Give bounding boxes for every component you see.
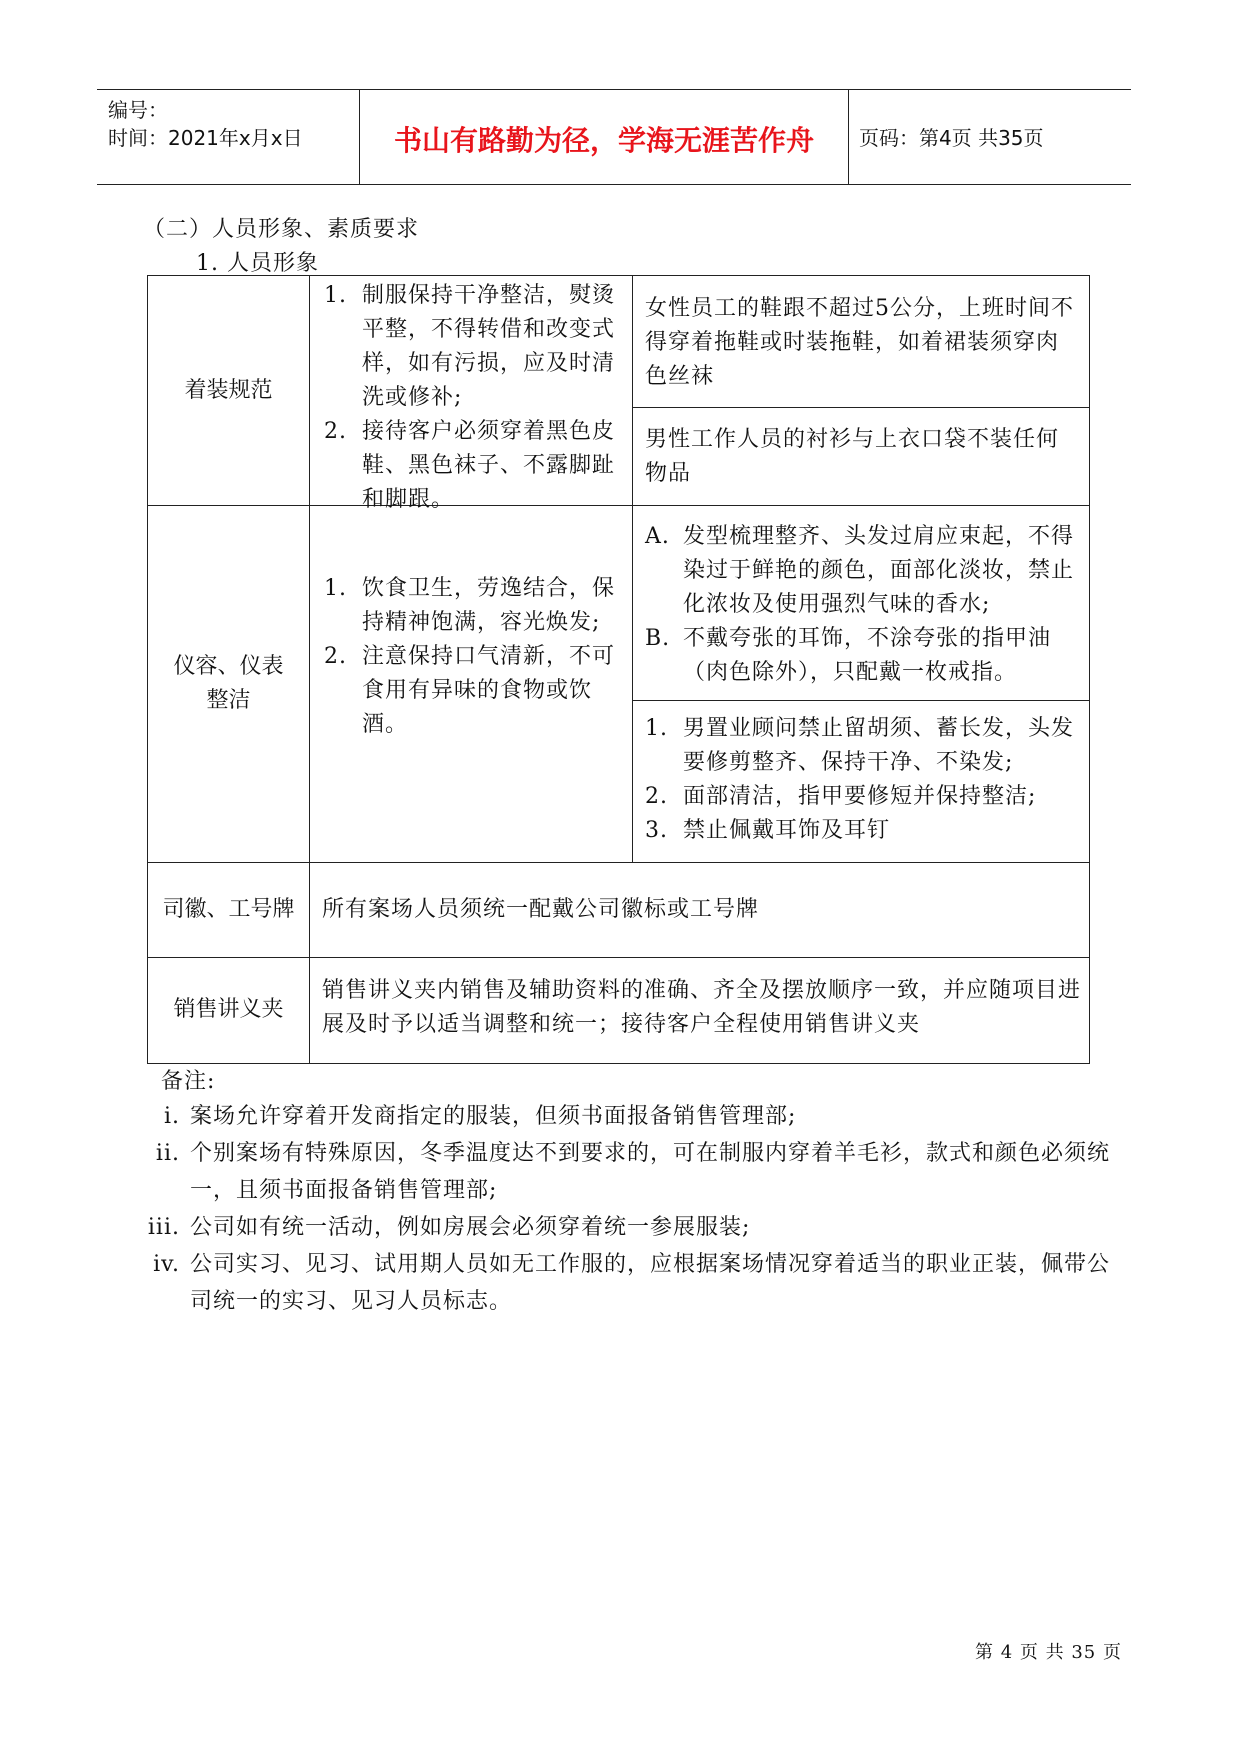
folder-label-cell xyxy=(148,957,309,1063)
note-number: ii. xyxy=(155,1141,180,1166)
appearance-label-cell xyxy=(166,505,291,862)
item-number: B. xyxy=(645,626,671,651)
note-item xyxy=(120,1135,1130,1209)
appearance-female-list xyxy=(645,520,1081,690)
list-item xyxy=(645,712,1081,780)
list-item xyxy=(645,780,1081,814)
item-text: 制服保持干净整洁，熨烫平整，不得转借和改变式样，如有污损，应及时清洗或修补; xyxy=(362,283,616,410)
dress-female-text: 女性员工的鞋跟不超过5公分，上班时间不得穿着拖鞋或时装拖鞋，如着裙装须穿肉色丝袜 xyxy=(645,296,1074,389)
list-item xyxy=(645,814,1081,848)
item-number: 1. xyxy=(645,716,668,741)
note-text: 公司实习、见习、试用期人员如无工作服的，应根据案场情况穿着适当的职业正装，佩带公司统一的实习、见习人员标志。 xyxy=(190,1252,1111,1314)
note-item xyxy=(120,1098,1130,1135)
item-text: 禁止佩戴耳饰及耳钉 xyxy=(683,818,891,843)
item-number: 2. xyxy=(645,784,668,809)
item-number: A. xyxy=(645,524,670,549)
header-page-cell xyxy=(848,90,1131,184)
list-item xyxy=(645,622,1081,690)
appearance-rules-list xyxy=(324,572,620,742)
motto: 书山有路勤为径，学海无涯苦作舟 xyxy=(393,124,814,157)
item-number: 1. xyxy=(324,576,347,601)
dress-label-cell xyxy=(148,276,309,505)
item-number: 3. xyxy=(645,818,668,843)
note-number: iv. xyxy=(153,1252,180,1277)
list-item xyxy=(324,572,620,640)
sub-heading: 1. 人员形象 xyxy=(196,251,319,276)
col-divider xyxy=(632,276,633,862)
note-text: 个别案场有特殊原因，冬季温度达不到要求的，可在制服内穿着羊毛衫，款式和颜色必须统一，且须书面报备销售管理部; xyxy=(190,1141,1111,1203)
dress-label: 着装规范 xyxy=(184,377,273,403)
number-label: 编号： xyxy=(108,98,168,122)
note-item xyxy=(120,1209,1130,1246)
badge-label: 司徽、工号牌 xyxy=(162,896,295,922)
folder-label: 销售讲义夹 xyxy=(173,997,284,1022)
notes-list xyxy=(120,1098,1130,1320)
badge-label-cell xyxy=(148,862,309,957)
appearance-male-list xyxy=(645,712,1081,848)
item-text: 不戴夸张的耳饰，不涂夸张的指甲油（肉色除外），只配戴一枚戒指。 xyxy=(683,626,1052,685)
subrow-divider xyxy=(632,700,1089,701)
note-text: 公司如有统一活动，例如房展会必须穿着统一参展服装; xyxy=(190,1215,751,1240)
header-motto-cell xyxy=(359,90,849,184)
header-page-info: 页码：第4页 共35页 xyxy=(859,126,1044,150)
item-number: 1. xyxy=(324,283,347,308)
dress-rules-list xyxy=(324,279,620,517)
appearance-label: 仪容、仪表整洁 xyxy=(173,653,284,713)
badge-text: 所有案场人员须统一配戴公司徽标或工号牌 xyxy=(322,897,760,922)
item-text: 发型梳理整齐、头发过肩应束起，不得染过于鲜艳的颜色，面部化淡妆，禁止化浓妆及使用强烈气味的香水; xyxy=(683,524,1075,617)
list-item xyxy=(324,640,620,742)
header-meta xyxy=(97,90,359,184)
note-item xyxy=(120,1246,1130,1320)
dress-male-text: 男性工作人员的衬衫与上衣口袋不装任何物品 xyxy=(645,427,1060,486)
list-item xyxy=(324,415,620,517)
item-text: 接待客户必须穿着黑色皮鞋、黑色袜子、不露脚趾和脚跟。 xyxy=(362,419,616,512)
folder-text: 销售讲义夹内销售及辅助资料的准确、齐全及摆放顺序一致，并应随项目进展及时予以适当调整和统一；接待客户全程使用销售讲义夹 xyxy=(322,978,1082,1037)
list-item xyxy=(645,520,1081,622)
item-number: 2. xyxy=(324,644,347,669)
footer-page-info: 第 4 页 共 35 页 xyxy=(975,1642,1122,1663)
item-text: 饮食卫生，劳逸结合，保持精神饱满，容光焕发; xyxy=(362,576,616,635)
col-divider xyxy=(309,276,310,1063)
note-number: iii. xyxy=(147,1215,180,1240)
list-item xyxy=(324,279,620,415)
notes-title: 备注: xyxy=(161,1069,216,1094)
item-text: 男置业顾问禁止留胡须、蓄长发，头发要修剪整齐、保持干净、不染发; xyxy=(683,716,1075,775)
item-number: 2. xyxy=(324,419,347,444)
time-label: 时间：2021年x月x日 xyxy=(108,126,303,150)
page-header xyxy=(97,89,1131,185)
note-text: 案场允许穿着开发商指定的服装，但须书面报备销售管理部; xyxy=(190,1104,797,1129)
item-text: 注意保持口气清新，不可食用有异味的食物或饮酒。 xyxy=(362,644,616,737)
item-text: 面部清洁，指甲要修短并保持整洁; xyxy=(683,784,1037,809)
subrow-divider xyxy=(632,407,1089,408)
section-heading: （二）人员形象、素质要求 xyxy=(143,217,420,242)
appearance-table xyxy=(147,275,1090,1064)
note-number: i. xyxy=(163,1104,180,1129)
